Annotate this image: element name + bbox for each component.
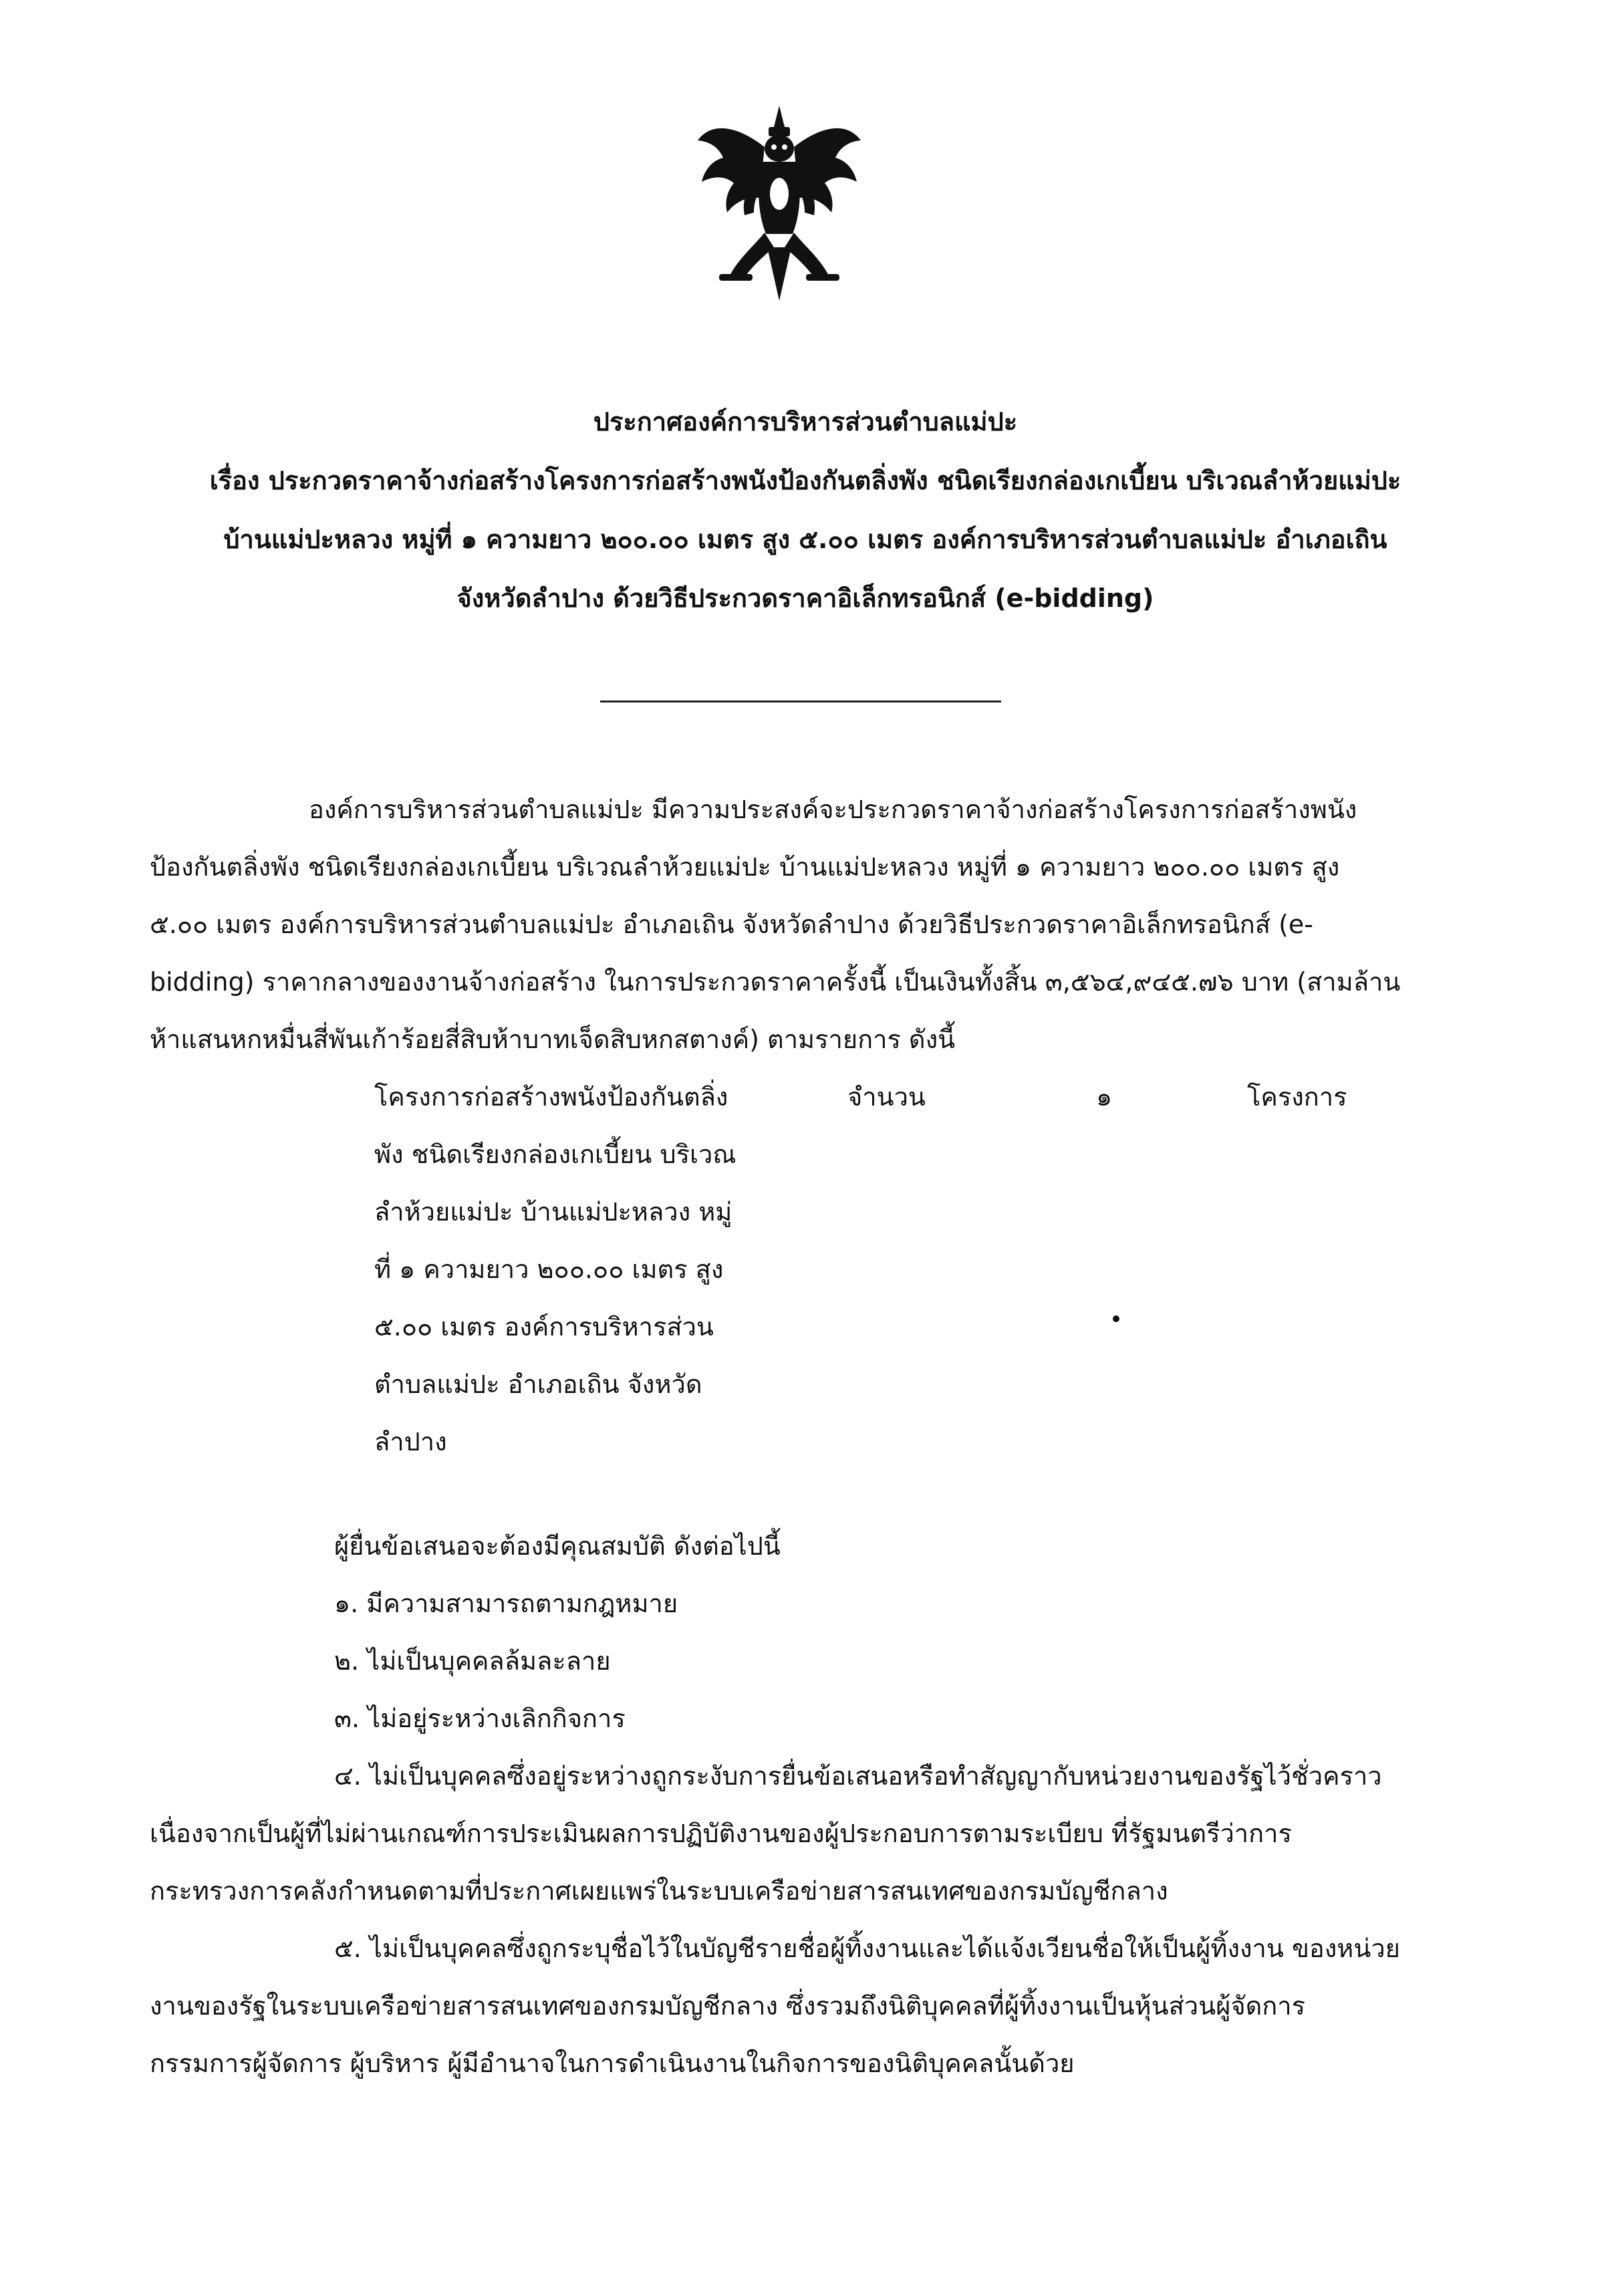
title-line: บ้านแม่ปะหลวง หมู่ที่ ๑ ความยาว ๒๐๐.๐๐ เมตร สูง ๕.๐๐ เมตร องค์การบริหารส่วนตำบลแม่ปะ อำเภอเถิน	[223, 525, 1387, 554]
qualification-line: กระทรวงการคลังกำหนดตามที่ประกาศเผยแพร่ในระบบเครือข่ายสารสนเทศของกรมบัญชีกลาง	[150, 1876, 1168, 1906]
item-name-line: ตำบลแม่ปะ อำเภอเถิน จังหวัด	[374, 1370, 702, 1399]
item-qty-label: จำนวน	[847, 1082, 926, 1112]
garuda-emblem	[692, 100, 866, 307]
qualification-line: งานของรัฐในระบบเครือข่ายสารสนเทศของกรมบัญชีกลาง ซึ่งรวมถึงนิติบุคคลที่ผู้ทิ้งงานเป็นหุ้นส่วนผู้จัดการ	[150, 1991, 1306, 2021]
qualification-line: ๓. ไม่อยู่ระหว่างเลิกกิจการ	[334, 1704, 626, 1733]
qualification-line: กรรมการผู้จัดการ ผู้บริหาร ผู้มีอำนาจในการดำเนินงานในกิจการของนิติบุคคลนั้นด้วย	[150, 2049, 1075, 2078]
intro-line: ห้าแสนหกหมื่นสี่พันเก้าร้อยสี่สิบห้าบาทเจ็ดสิบหกสตางค์) ตามรายการ ดังนี้	[150, 1025, 956, 1054]
item-name-line: ลำปาง	[374, 1427, 447, 1456]
item-name-line: พัง ชนิดเรียงกล่องเกเบี้ยน บริเวณ	[374, 1140, 736, 1169]
item-name-line: โครงการก่อสร้างพนังป้องกันตลิ่ง	[374, 1082, 728, 1112]
item-name-line: ๕.๐๐ เมตร องค์การบริหารส่วน	[374, 1312, 714, 1342]
title-line: จังหวัดลำปาง ด้วยวิธีประกวดราคาอิเล็กทรอนิกส์ (e-bidding)	[456, 584, 1154, 613]
qualification-line: ๕. ไม่เป็นบุคคลซึ่งถูกระบุชื่อไว้ในบัญชีรายชื่อผู้ทิ้งงานและได้แจ้งเวียนชื่อให้เป็นผู้ทิ้งงาน ของหน่วย	[334, 1934, 1400, 1963]
title-divider	[600, 700, 1001, 703]
item-name-line: ลำห้วยแม่ปะ บ้านแม่ปะหลวง หมู่	[374, 1197, 732, 1227]
intro-line: ป้องกันตลิ่งพัง ชนิดเรียงกล่องเกเบี้ยน บริเวณลำห้วยแม่ปะ บ้านแม่ปะหลวง หมู่ที่ ๑ ความยาว ๒๐๐.๐๐ เมตร สูง	[150, 852, 1340, 882]
qualification-line: ๔. ไม่เป็นบุคคลซึ่งอยู่ระหว่างถูกระงับการยื่นข้อเสนอหรือทำสัญญากับหน่วยงานของรัฐไว้ชั่วคราว	[334, 1761, 1382, 1791]
intro-line: องค์การบริหารส่วนตำบลแม่ปะ มีความประสงค์จะประกวดราคาจ้างก่อสร้างโครงการก่อสร้างพนัง	[309, 795, 1357, 824]
qualification-line: เนื่องจากเป็นผู้ที่ไม่ผ่านเกณฑ์การประเมินผลการปฏิบัติงานของผู้ประกอบการตามระเบียบ ที่รัฐมนตรีว่าการ	[150, 1819, 1292, 1848]
intro-line: bidding) ราคากลางของงานจ้างก่อสร้าง ในการประกวดราคาครั้งนี้ เป็นเงินทั้งสิ้น ๓,๕๖๔,๙๔๕.๗๖ บาท (สามล้าน	[150, 967, 1401, 997]
item-qty: ๑	[1096, 1082, 1113, 1112]
qualification-line: ๒. ไม่เป็นบุคคลล้มละลาย	[334, 1646, 611, 1676]
qualification-line: ๑. มีความสามารถตามกฎหมาย	[334, 1589, 678, 1618]
item-unit: โครงการ	[1247, 1082, 1347, 1112]
qualifications-heading: ผู้ยื่นข้อเสนอจะต้องมีคุณสมบัติ ดังต่อไปนี้	[334, 1531, 781, 1561]
title-line: เรื่อง ประกวดราคาจ้างก่อสร้างโครงการก่อสร้างพนังป้องกันตลิ่งพัง ชนิดเรียงกล่องเกเบี้ยน บริเวณลำห้วยแม่ปะ	[209, 466, 1401, 495]
intro-line: ๕.๐๐ เมตร องค์การบริหารส่วนตำบลแม่ปะ อำเภอเถิน จังหวัดลำปาง ด้วยวิธีประกวดราคาอิเล็กทรอนิกส์ (e-	[150, 910, 1313, 939]
title-line: ประกาศองค์การบริหารส่วนตำบลแม่ปะ	[593, 407, 1018, 436]
item-name-line: ที่ ๑ ความยาว ๒๐๐.๐๐ เมตร สูง	[374, 1255, 724, 1284]
stray-mark	[1113, 1315, 1119, 1322]
